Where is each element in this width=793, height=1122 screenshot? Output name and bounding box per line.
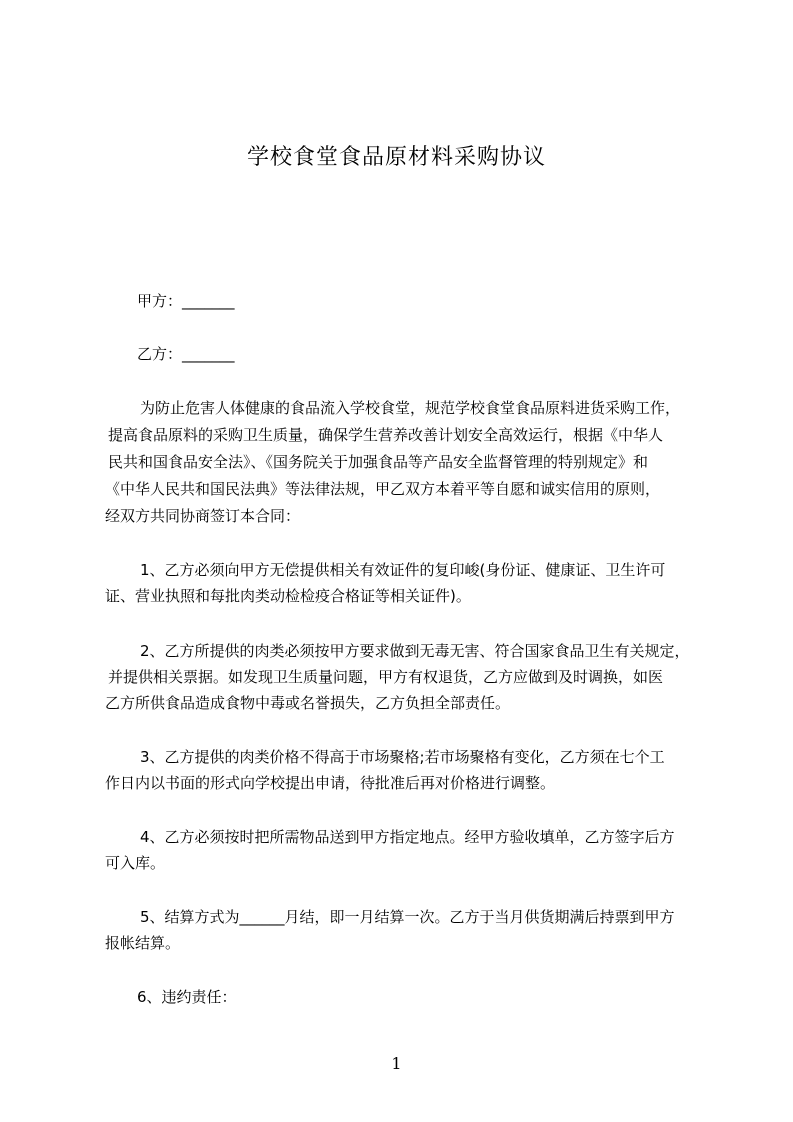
party-b-line: 乙方：_______ <box>137 345 235 363</box>
clause-4-line: 4、乙方必须按时把所需物品送到甲方指定地点。经甲方验收填单，乙方签字后方 <box>140 828 675 846</box>
page-number: 1 <box>391 1054 402 1073</box>
clause-1-line: 证、营业执照和每批肉类动检检疫合格证等相关证件)。 <box>105 587 471 605</box>
party-a-line: 甲方：_______ <box>137 292 235 310</box>
clause-3-line: 3、乙方提供的肉类价格不得高于市场聚格;若市场聚格有变化，乙方须在七个工 <box>140 748 665 766</box>
clause-3-line: 作日内以书面的形式向学校提出申请，待批准后再对价格进行调整。 <box>105 774 556 792</box>
clause-2-line: 乙方所供食品造成食物中毒或名誉损失，乙方负担全部责任。 <box>105 694 511 712</box>
intro-line: 提高食品原料的采购卫生质量，确保学生营养改善计划安全高效运行，根据《中华人 <box>108 426 664 444</box>
document-title: 学校食堂食品原材料采购协议 <box>246 145 546 170</box>
clause-2-line: 并提供相关票据。如发现卫生质量问题，甲方有权退货，乙方应做到及时调换，如医 <box>108 668 664 686</box>
clause-2-line: 2、乙方所提供的肉类必须按甲方要求做到无毒无害、符合国家食品卫生有关规定， <box>140 642 690 660</box>
clause-6-heading: 6、违约责任： <box>137 988 237 1006</box>
intro-line: 经双方共同协商签订本合同： <box>105 507 301 525</box>
clause-4-line: 可入库。 <box>105 854 166 872</box>
clause-1-line: 1、乙方必须向甲方无偿提供相关有效证件的复印峻(身份证、健康证、卫生许可 <box>140 561 666 579</box>
clause-5-line: 5、结算方式为______月结，即一月结算一次。乙方于当月供货期满后持票到甲方 <box>140 908 675 926</box>
intro-line: 为防止危害人体健康的食品流入学校食堂，规范学校食堂食品原料进货采购工作， <box>140 399 681 417</box>
intro-line: 民共和国食品安全法》、《国务院关于加强食品等产品安全监督管理的特别规定》和 <box>108 453 649 471</box>
intro-line: 《中华人民共和国民法典》等法律法规，甲乙双方本着平等自愿和诚实信用的原则， <box>105 480 661 498</box>
clause-5-line: 报帐结算。 <box>105 934 181 952</box>
